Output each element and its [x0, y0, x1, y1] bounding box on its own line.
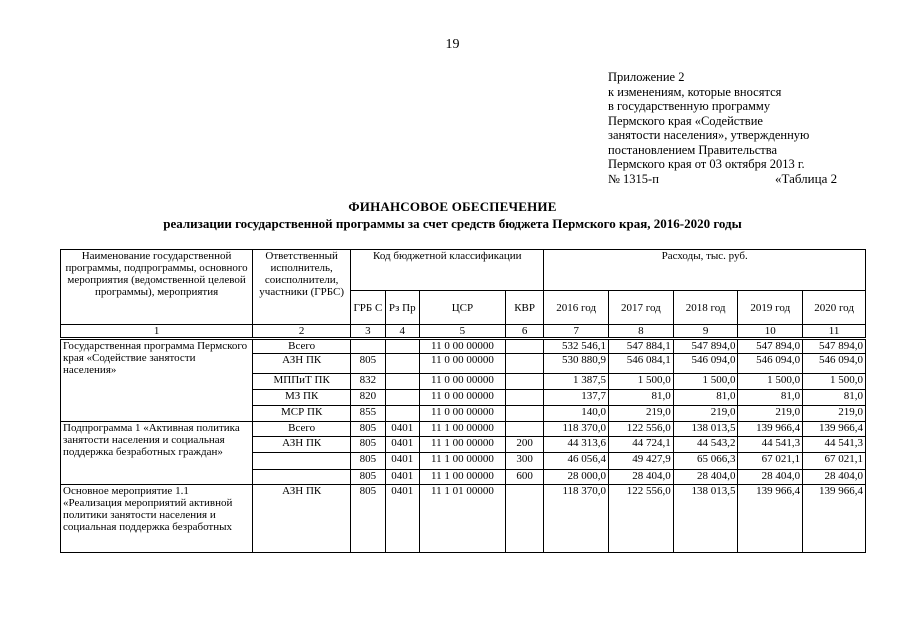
- amount-cell: 118 370,0: [544, 485, 609, 553]
- kvr-cell: [505, 390, 543, 406]
- csr-cell: 11 0 00 00000: [419, 390, 505, 406]
- rzpr-cell: [385, 390, 419, 406]
- amount-cell: 118 370,0: [544, 422, 609, 437]
- amount-cell: 28 000,0: [544, 470, 609, 485]
- header-expenses: Расходы, тыс. руб.: [544, 250, 866, 291]
- amount-cell: 138 013,5: [673, 422, 738, 437]
- amount-cell: 67 021,1: [738, 453, 803, 470]
- grbs-cell: 805: [351, 485, 385, 553]
- rzpr-cell: [385, 374, 419, 390]
- amount-cell: 137,7: [544, 390, 609, 406]
- amount-cell: 67 021,1: [803, 453, 866, 470]
- amount-cell: 81,0: [673, 390, 738, 406]
- header-budget-code: Код бюджетной классификации: [351, 250, 544, 291]
- document-subtitle: реализации государственной программы за счет средств бюджета Пермского края, 2016-2020 годы: [163, 216, 742, 231]
- appendix-line: к изменениям, которые вносятся: [608, 84, 782, 99]
- table-label: «Таблица 2: [775, 171, 838, 186]
- column-number: 1: [61, 325, 253, 339]
- rzpr-cell: 0401: [385, 470, 419, 485]
- csr-cell: 11 0 00 00000: [419, 374, 505, 390]
- responsible-cell: АЗН ПК: [253, 354, 351, 374]
- table-row: [61, 485, 866, 553]
- amount-cell: 139 966,4: [803, 422, 866, 437]
- amount-cell: 1 387,5: [544, 374, 609, 390]
- header-grbs: ГРБ С: [351, 291, 385, 325]
- header-year: 2018 год: [673, 291, 738, 325]
- csr-cell: 11 0 00 00000: [419, 354, 505, 374]
- responsible-cell: МППиТ ПК: [253, 374, 351, 390]
- column-number-row: [61, 325, 866, 339]
- rzpr-cell: 0401: [385, 422, 419, 437]
- amount-cell: 44 541,3: [803, 437, 866, 453]
- column-number: 7: [544, 325, 609, 339]
- amount-cell: 138 013,5: [673, 485, 738, 553]
- column-number: 2: [253, 325, 351, 339]
- rzpr-cell: 0401: [385, 453, 419, 470]
- grbs-cell: 832: [351, 374, 385, 390]
- financing-table: [60, 249, 866, 553]
- appendix-line: занятости населения», утвержденную: [608, 128, 810, 142]
- amount-cell: 28 404,0: [609, 470, 674, 485]
- appendix-note: [608, 70, 809, 186]
- responsible-cell: Всего: [253, 422, 351, 437]
- amount-cell: 46 056,4: [544, 453, 609, 470]
- amount-cell: 28 404,0: [803, 470, 866, 485]
- amount-cell: 1 500,0: [609, 374, 674, 390]
- header-name: Наименование государственной программы, подпрограммы, основного мероприятия (ведомственной целевой программы), мероприятия: [61, 250, 253, 325]
- grbs-cell: 805: [351, 354, 385, 374]
- header-responsible: Ответственный исполнитель, соисполнители, участники (ГРБС): [253, 250, 351, 325]
- amount-cell: 1 500,0: [803, 374, 866, 390]
- row-name-cell: Государственная программа Пермского края «Содействие занятости населения»: [61, 339, 253, 422]
- header-rzpr: Рз Пр: [385, 291, 419, 325]
- amount-cell: 44 543,2: [673, 437, 738, 453]
- document-title: ФИНАНСОВОЕ ОБЕСПЕЧЕНИЕ: [348, 199, 557, 214]
- rzpr-cell: 0401: [385, 437, 419, 453]
- amount-cell: 219,0: [738, 406, 803, 422]
- kvr-cell: [505, 339, 543, 354]
- header-year: 2017 год: [609, 291, 674, 325]
- amount-cell: 49 427,9: [609, 453, 674, 470]
- kvr-cell: [505, 422, 543, 437]
- responsible-cell: МЗ ПК: [253, 390, 351, 406]
- responsible-cell: Всего: [253, 339, 351, 354]
- amount-cell: 122 556,0: [609, 485, 674, 553]
- csr-cell: 11 0 00 00000: [419, 406, 505, 422]
- table-row: [61, 422, 866, 437]
- column-number: 6: [505, 325, 543, 339]
- amount-cell: 81,0: [609, 390, 674, 406]
- rzpr-cell: 0401: [385, 485, 419, 553]
- amount-cell: 65 066,3: [673, 453, 738, 470]
- amount-cell: 81,0: [803, 390, 866, 406]
- kvr-cell: 600: [505, 470, 543, 485]
- grbs-cell: [351, 339, 385, 354]
- responsible-cell: [253, 453, 351, 470]
- header-csr: ЦСР: [419, 291, 505, 325]
- kvr-cell: 200: [505, 437, 543, 453]
- amount-cell: 140,0: [544, 406, 609, 422]
- column-number: 9: [673, 325, 738, 339]
- amount-cell: 546 094,0: [673, 354, 738, 374]
- kvr-cell: [505, 354, 543, 374]
- column-number: 10: [738, 325, 803, 339]
- amount-cell: 532 546,1: [544, 339, 609, 354]
- amount-cell: 219,0: [609, 406, 674, 422]
- amount-cell: 219,0: [673, 406, 738, 422]
- header-kvr: КВР: [505, 291, 543, 325]
- amount-cell: 547 894,0: [673, 339, 738, 354]
- responsible-cell: МСР ПК: [253, 406, 351, 422]
- column-number: 8: [609, 325, 674, 339]
- amount-cell: 547 894,0: [738, 339, 803, 354]
- amount-cell: 81,0: [738, 390, 803, 406]
- kvr-cell: 300: [505, 453, 543, 470]
- grbs-cell: 820: [351, 390, 385, 406]
- header-year: 2016 год: [544, 291, 609, 325]
- table-row: [61, 339, 866, 354]
- appendix-line: Приложение 2: [608, 70, 685, 84]
- column-number: 3: [351, 325, 385, 339]
- header-year: 2019 год: [738, 291, 803, 325]
- grbs-cell: 805: [351, 470, 385, 485]
- header-year: 2020 год: [803, 291, 866, 325]
- rzpr-cell: [385, 339, 419, 354]
- amount-cell: 28 404,0: [738, 470, 803, 485]
- grbs-cell: 805: [351, 422, 385, 437]
- amount-cell: 139 966,4: [738, 485, 803, 553]
- appendix-line: Пермского края от 03 октября 2013 г.: [608, 157, 805, 171]
- appendix-line: в государственную программу: [608, 99, 771, 113]
- amount-cell: 1 500,0: [738, 374, 803, 390]
- amount-cell: 44 313,6: [544, 437, 609, 453]
- column-number: 11: [803, 325, 866, 339]
- amount-cell: 546 094,0: [803, 354, 866, 374]
- kvr-cell: [505, 485, 543, 553]
- amount-cell: 546 094,0: [738, 354, 803, 374]
- csr-cell: 11 1 00 00000: [419, 437, 505, 453]
- amount-cell: 44 724,1: [609, 437, 674, 453]
- amount-cell: 547 884,1: [609, 339, 674, 354]
- amount-cell: 139 966,4: [803, 485, 866, 553]
- column-number: 4: [385, 325, 419, 339]
- grbs-cell: 805: [351, 453, 385, 470]
- csr-cell: 11 1 00 00000: [419, 422, 505, 437]
- appendix-line: № 1315-п: [608, 171, 659, 186]
- kvr-cell: [505, 406, 543, 422]
- rzpr-cell: [385, 406, 419, 422]
- row-name-cell: Подпрограмма 1 «Активная политика занятости населения и социальная поддержка безработных граждан»: [61, 422, 253, 485]
- csr-cell: 11 1 00 00000: [419, 453, 505, 470]
- amount-cell: 44 541,3: [738, 437, 803, 453]
- csr-cell: 11 1 01 00000: [419, 485, 505, 553]
- amount-cell: 139 966,4: [738, 422, 803, 437]
- appendix-line: Пермского края «Содействие: [608, 113, 763, 128]
- responsible-cell: АЗН ПК: [253, 437, 351, 453]
- appendix-line: постановлением Правительства: [608, 142, 778, 157]
- amount-cell: 546 084,1: [609, 354, 674, 374]
- rzpr-cell: [385, 354, 419, 374]
- row-name-cell: Основное мероприятие 1.1 «Реализация мероприятий активной политики занятости населения и социальная поддержка безработных: [61, 485, 253, 553]
- kvr-cell: [505, 374, 543, 390]
- csr-cell: 11 0 00 00000: [419, 339, 505, 354]
- column-number: 5: [419, 325, 505, 339]
- csr-cell: 11 1 00 00000: [419, 470, 505, 485]
- amount-cell: 122 556,0: [609, 422, 674, 437]
- grbs-cell: 855: [351, 406, 385, 422]
- amount-cell: 1 500,0: [673, 374, 738, 390]
- grbs-cell: 805: [351, 437, 385, 453]
- amount-cell: 219,0: [803, 406, 866, 422]
- page-number: 19: [445, 37, 460, 52]
- amount-cell: 547 894,0: [803, 339, 866, 354]
- amount-cell: 530 880,9: [544, 354, 609, 374]
- responsible-cell: АЗН ПК: [253, 485, 351, 553]
- amount-cell: 28 404,0: [673, 470, 738, 485]
- responsible-cell: [253, 470, 351, 485]
